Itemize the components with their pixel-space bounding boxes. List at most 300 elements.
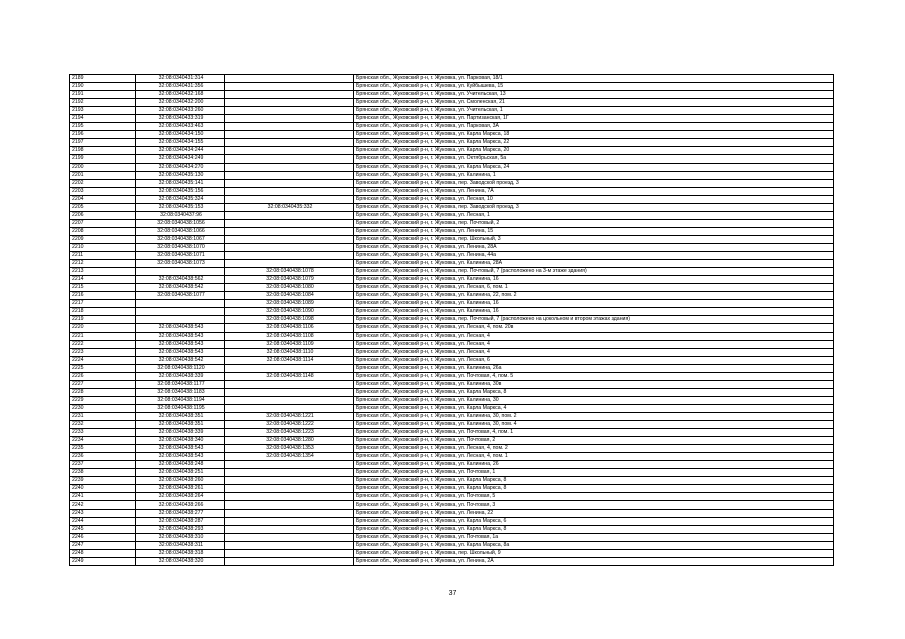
building-cadastral-number-cell: 32:08:0340438:1354 [225, 453, 354, 461]
land-cadastral-number-cell: 32:08:0340438:339 [136, 372, 225, 380]
row-number-cell: 2203 [70, 187, 136, 195]
building-cadastral-number-cell [225, 388, 354, 396]
land-cadastral-number-cell: 32:08:0340438:1071 [136, 252, 225, 260]
table-row [70, 340, 834, 348]
land-cadastral-number-cell: 32:08:0340433:463 [136, 123, 225, 131]
land-cadastral-number-cell: 32:08:0340433:319 [136, 115, 225, 123]
address-cell: Брянская обл., Жуковский р-н, г. Жуковка, пер. Заводской проезд, 3 [354, 179, 834, 187]
address-cell: Брянская обл., Жуковский р-н, г. Жуковка, ул. Калинина, 1 [354, 171, 834, 179]
table-row [70, 493, 834, 501]
table-row [70, 276, 834, 284]
row-number-cell: 2246 [70, 533, 136, 541]
address-cell: Брянская обл., Жуковский р-н, г. Жуковка, ул. Почтовая, 5 [354, 493, 834, 501]
table-row [70, 252, 834, 260]
row-number-cell: 2233 [70, 429, 136, 437]
table-row [70, 388, 834, 396]
row-number-cell: 2205 [70, 203, 136, 211]
address-cell: Брянская обл., Жуковский р-н, г. Жуковка, ул. Лесная, 4 [354, 340, 834, 348]
building-cadastral-number-cell [225, 533, 354, 541]
building-cadastral-number-cell [225, 235, 354, 243]
building-cadastral-number-cell [225, 75, 354, 83]
address-cell: Брянская обл., Жуковский р-н, г. Жуковка, ул. Почтовая, 1а [354, 533, 834, 541]
land-cadastral-number-cell: 32:08:0340438:251 [136, 469, 225, 477]
table-row [70, 404, 834, 412]
row-number-cell: 2235 [70, 445, 136, 453]
address-cell: Брянская обл., Жуковский р-н, г. Жуковка, ул. Карла Маркса, 24 [354, 163, 834, 171]
address-cell: Брянская обл., Жуковский р-н, г. Жуковка, ул. Лесная, 10 [354, 195, 834, 203]
table-row [70, 549, 834, 557]
building-cadastral-number-cell [225, 91, 354, 99]
building-cadastral-number-cell [225, 525, 354, 533]
land-cadastral-number-cell: 32:08:0340438:310 [136, 533, 225, 541]
land-cadastral-number-cell: 32:08:0340438:543 [136, 445, 225, 453]
land-cadastral-number-cell: 32:08:0340434:150 [136, 131, 225, 139]
land-cadastral-number-cell: 32:08:0340432:200 [136, 99, 225, 107]
building-cadastral-number-cell [225, 147, 354, 155]
address-cell: Брянская обл., Жуковский р-н, г. Жуковка, ул. Лесная, 1 [354, 211, 834, 219]
row-number-cell: 2241 [70, 493, 136, 501]
land-cadastral-number-cell: 32:08:0340438:277 [136, 509, 225, 517]
land-cadastral-number-cell: 32:08:0340438:543 [136, 332, 225, 340]
land-cadastral-number-cell: 32:08:0340435:153 [136, 203, 225, 211]
land-cadastral-number-cell: 32:08:0340438:543 [136, 340, 225, 348]
table-row [70, 316, 834, 324]
building-cadastral-number-cell [225, 187, 354, 195]
row-number-cell: 2227 [70, 380, 136, 388]
row-number-cell: 2219 [70, 316, 136, 324]
building-cadastral-number-cell: 32:08:0340438:1079 [225, 276, 354, 284]
table-row [70, 533, 834, 541]
table-row [70, 139, 834, 147]
table-row [70, 332, 834, 340]
building-cadastral-number-cell [225, 243, 354, 251]
land-cadastral-number-cell [136, 268, 225, 276]
building-cadastral-number-cell: 32:08:0340438:1114 [225, 356, 354, 364]
land-cadastral-number-cell: 32:08:0340438:1194 [136, 396, 225, 404]
address-cell: Брянская обл., Жуковский р-н, г. Жуковка, ул. Лесная, 4, пом. 1 [354, 453, 834, 461]
table-row [70, 453, 834, 461]
row-number-cell: 2194 [70, 115, 136, 123]
address-cell: Брянская обл., Жуковский р-н, г. Жуковка, ул. Лесная, 4 [354, 348, 834, 356]
address-cell: Брянская обл., Жуковский р-н, г. Жуковка, пер. Школьный, 3 [354, 235, 834, 243]
address-cell: Брянская обл., Жуковский р-н, г. Жуковка, ул. Октябрьская, 5а [354, 155, 834, 163]
building-cadastral-number-cell [225, 364, 354, 372]
building-cadastral-number-cell: 32:08:0340438:1222 [225, 421, 354, 429]
land-cadastral-number-cell: 32:08:0340435:156 [136, 187, 225, 195]
row-number-cell: 2224 [70, 356, 136, 364]
table-row [70, 131, 834, 139]
row-number-cell: 2237 [70, 461, 136, 469]
table-row [70, 107, 834, 115]
address-cell: Брянская обл., Жуковский р-н, г. Жуковка, ул. Почтовая, 4, пом. 1 [354, 429, 834, 437]
table-row [70, 525, 834, 533]
row-number-cell: 2199 [70, 155, 136, 163]
row-number-cell: 2243 [70, 509, 136, 517]
table-row [70, 469, 834, 477]
land-cadastral-number-cell: 32:08:0340438:351 [136, 412, 225, 420]
row-number-cell: 2216 [70, 292, 136, 300]
land-cadastral-number-cell: 32:08:0340438:351 [136, 421, 225, 429]
page-number: 37 [448, 590, 457, 597]
land-cadastral-number-cell: 32:08:0340438:318 [136, 549, 225, 557]
building-cadastral-number-cell [225, 219, 354, 227]
row-number-cell: 2200 [70, 163, 136, 171]
address-cell: Брянская обл., Жуковский р-н, г. Жуковка, ул. Партизанская, 1Г [354, 115, 834, 123]
building-cadastral-number-cell: 32:08:0340438:1078 [225, 268, 354, 276]
table-row [70, 380, 834, 388]
row-number-cell: 2195 [70, 123, 136, 131]
building-cadastral-number-cell [225, 115, 354, 123]
building-cadastral-number-cell [225, 163, 354, 171]
table-body [70, 75, 834, 566]
table-row [70, 155, 834, 163]
land-cadastral-number-cell: 32:08:0340435:141 [136, 179, 225, 187]
address-cell: Брянская обл., Жуковский р-н, г. Жуковка, ул. Учительская, 13 [354, 91, 834, 99]
row-number-cell: 2229 [70, 396, 136, 404]
row-number-cell: 2236 [70, 453, 136, 461]
building-cadastral-number-cell [225, 380, 354, 388]
table-row [70, 243, 834, 251]
table-row [70, 195, 834, 203]
row-number-cell: 2222 [70, 340, 136, 348]
land-cadastral-number-cell [136, 316, 225, 324]
land-cadastral-number-cell: 32:08:0340438:1183 [136, 388, 225, 396]
table-row [70, 356, 834, 364]
document-sheet [69, 74, 834, 566]
row-number-cell: 2223 [70, 348, 136, 356]
table-row [70, 292, 834, 300]
row-number-cell: 2191 [70, 91, 136, 99]
table-row [70, 485, 834, 493]
address-cell: Брянская обл., Жуковский р-н, г. Жуковка, ул. Карла Маркса, 22 [354, 139, 834, 147]
table-row [70, 517, 834, 525]
building-cadastral-number-cell: 32:08:0340438:1353 [225, 445, 354, 453]
row-number-cell: 2212 [70, 260, 136, 268]
address-cell: Брянская обл., Жуковский р-н, г. Жуковка, ул. Ленина, 28А [354, 243, 834, 251]
building-cadastral-number-cell [225, 541, 354, 549]
building-cadastral-number-cell [225, 477, 354, 485]
table-row [70, 75, 834, 83]
building-cadastral-number-cell: 32:08:0340438:1110 [225, 348, 354, 356]
address-cell: Брянская обл., Жуковский р-н, г. Жуковка, пер. Почтовый, 7 (расположено на 3-м этаже здания) [354, 268, 834, 276]
row-number-cell: 2240 [70, 485, 136, 493]
row-number-cell: 2206 [70, 211, 136, 219]
land-cadastral-number-cell: 32:08:0340438:1077 [136, 292, 225, 300]
table-row [70, 115, 834, 123]
building-cadastral-number-cell [225, 469, 354, 477]
row-number-cell: 2211 [70, 252, 136, 260]
row-number-cell: 2215 [70, 284, 136, 292]
address-cell: Брянская обл., Жуковский р-н, г. Жуковка, пер. Школьный, 9 [354, 549, 834, 557]
address-cell: Брянская обл., Жуковский р-н, г. Жуковка, ул. Ленина, 7А [354, 187, 834, 195]
building-cadastral-number-cell [225, 549, 354, 557]
table-row [70, 284, 834, 292]
address-cell: Брянская обл., Жуковский р-н, г. Жуковка, ул. Лесная, 4, пом. 2 [354, 445, 834, 453]
land-cadastral-number-cell: 32:08:0340434:249 [136, 155, 225, 163]
building-cadastral-number-cell [225, 131, 354, 139]
table-row [70, 372, 834, 380]
address-cell: Брянская обл., Жуковский р-н, г. Жуковка, ул. Ленина, 15 [354, 227, 834, 235]
address-cell: Брянская обл., Жуковский р-н, г. Жуковка, ул. Ленина, 2А [354, 557, 834, 565]
table-row [70, 501, 834, 509]
table-row [70, 348, 834, 356]
land-cadastral-number-cell: 32:08:0340438:293 [136, 525, 225, 533]
building-cadastral-number-cell: 32:08:0340438:1080 [225, 284, 354, 292]
building-cadastral-number-cell [225, 107, 354, 115]
table-row [70, 461, 834, 469]
row-number-cell: 2214 [70, 276, 136, 284]
building-cadastral-number-cell [225, 211, 354, 219]
row-number-cell: 2248 [70, 549, 136, 557]
row-number-cell: 2192 [70, 99, 136, 107]
building-cadastral-number-cell: 32:08:0340438:1280 [225, 437, 354, 445]
table-row [70, 477, 834, 485]
row-number-cell: 2226 [70, 372, 136, 380]
address-cell: Брянская обл., Жуковский р-н, г. Жуковка, пер. Почтовый, 2 [354, 219, 834, 227]
land-cadastral-number-cell: 32:08:0340438:1067 [136, 235, 225, 243]
row-number-cell: 2239 [70, 477, 136, 485]
row-number-cell: 2220 [70, 324, 136, 332]
address-cell: Брянская обл., Жуковский р-н, г. Жуковка, ул. Ленина, 44а [354, 252, 834, 260]
address-cell: Брянская обл., Жуковский р-н, г. Жуковка, ул. Калинина, 22, пом. 2 [354, 292, 834, 300]
building-cadastral-number-cell [225, 171, 354, 179]
row-number-cell: 2228 [70, 388, 136, 396]
address-cell: Брянская обл., Жуковский р-н, г. Жуковка, ул. Почтовая, 2 [354, 437, 834, 445]
table-row [70, 268, 834, 276]
land-cadastral-number-cell: 32:08:0340438:264 [136, 493, 225, 501]
address-cell: Брянская обл., Жуковский р-н, г. Жуковка, ул. Карла Маркса, 8 [354, 525, 834, 533]
address-cell: Брянская обл., Жуковский р-н, г. Жуковка, ул. Почтовая, 3 [354, 501, 834, 509]
land-cadastral-number-cell: 32:08:0340434:244 [136, 147, 225, 155]
address-cell: Брянская обл., Жуковский р-н, г. Жуковка, ул. Лесная, 6, пом. 1 [354, 284, 834, 292]
row-number-cell: 2210 [70, 243, 136, 251]
land-cadastral-number-cell: 32:08:0340438:1195 [136, 404, 225, 412]
table-row [70, 147, 834, 155]
table-row [70, 235, 834, 243]
row-number-cell: 2217 [70, 300, 136, 308]
row-number-cell: 2190 [70, 83, 136, 91]
row-number-cell: 2198 [70, 147, 136, 155]
land-cadastral-number-cell: 32:08:0340434:270 [136, 163, 225, 171]
table-row [70, 179, 834, 187]
land-cadastral-number-cell: 32:08:0340438:562 [136, 276, 225, 284]
address-cell: Брянская обл., Жуковский р-н, г. Жуковка, ул. Куйбышева, 15 [354, 83, 834, 91]
building-cadastral-number-cell [225, 83, 354, 91]
row-number-cell: 2234 [70, 437, 136, 445]
row-number-cell: 2204 [70, 195, 136, 203]
building-cadastral-number-cell [225, 179, 354, 187]
building-cadastral-number-cell: 32:08:0340438:1221 [225, 412, 354, 420]
land-cadastral-number-cell: 32:08:0340438:1120 [136, 364, 225, 372]
building-cadastral-number-cell [225, 509, 354, 517]
row-number-cell: 2218 [70, 308, 136, 316]
row-number-cell: 2221 [70, 332, 136, 340]
address-cell: Брянская обл., Жуковский р-н, г. Жуковка, пер. Почтовый, 7 (расположено на цокольном и втором этажах здания) [354, 316, 834, 324]
land-cadastral-number-cell: 32:08:0340438:311 [136, 541, 225, 549]
address-cell: Брянская обл., Жуковский р-н, г. Жуковка, ул. Калинина, 16 [354, 300, 834, 308]
address-cell: Брянская обл., Жуковский р-н, г. Жуковка, ул. Лесная, 6 [354, 356, 834, 364]
land-cadastral-number-cell: 32:08:0340438:543 [136, 348, 225, 356]
table-row [70, 187, 834, 195]
building-cadastral-number-cell [225, 99, 354, 107]
table-row [70, 123, 834, 131]
row-number-cell: 2197 [70, 139, 136, 147]
address-cell: Брянская обл., Жуковский р-н, г. Жуковка, ул. Почтовая, 1 [354, 469, 834, 477]
building-cadastral-number-cell [225, 260, 354, 268]
table-row [70, 83, 834, 91]
building-cadastral-number-cell [225, 396, 354, 404]
row-number-cell: 2209 [70, 235, 136, 243]
table-row [70, 300, 834, 308]
table-row [70, 203, 834, 211]
address-cell: Брянская обл., Жуковский р-н, г. Жуковка, ул. Парковая, 18/1 [354, 75, 834, 83]
address-cell: Брянская обл., Жуковский р-н, г. Жуковка, ул. Карла Маркса, 4 [354, 404, 834, 412]
address-cell: Брянская обл., Жуковский р-н, г. Жуковка, ул. Калинина, 28А [354, 260, 834, 268]
table-row [70, 421, 834, 429]
row-number-cell: 2245 [70, 525, 136, 533]
land-cadastral-number-cell: 32:08:0340437:96 [136, 211, 225, 219]
land-cadastral-number-cell: 32:08:0340438:248 [136, 461, 225, 469]
row-number-cell: 2232 [70, 421, 136, 429]
land-cadastral-number-cell: 32:08:0340432:168 [136, 91, 225, 99]
row-number-cell: 2189 [70, 75, 136, 83]
building-cadastral-number-cell [225, 461, 354, 469]
table-row [70, 227, 834, 235]
table-row [70, 412, 834, 420]
address-cell: Брянская обл., Жуковский р-н, г. Жуковка, ул. Лесная, 4, пом. 20в [354, 324, 834, 332]
address-cell: Брянская обл., Жуковский р-н, г. Жуковка, ул. Калинина, 26а [354, 364, 834, 372]
building-cadastral-number-cell [225, 227, 354, 235]
building-cadastral-number-cell: 32:08:0340438:1109 [225, 340, 354, 348]
table-row [70, 557, 834, 565]
address-cell: Брянская обл., Жуковский р-н, г. Жуковка, ул. Калинина, 30 [354, 396, 834, 404]
row-number-cell: 2202 [70, 179, 136, 187]
row-number-cell: 2242 [70, 501, 136, 509]
table-row [70, 324, 834, 332]
row-number-cell: 2208 [70, 227, 136, 235]
land-cadastral-number-cell: 32:08:0340433:260 [136, 107, 225, 115]
building-cadastral-number-cell [225, 139, 354, 147]
land-cadastral-number-cell: 32:08:0340435:324 [136, 195, 225, 203]
address-cell: Брянская обл., Жуковский р-н, г. Жуковка, ул. Ленина, 22 [354, 509, 834, 517]
address-cell: Брянская обл., Жуковский р-н, г. Жуковка, ул. Почтовая, 4, пом. 5 [354, 372, 834, 380]
building-cadastral-number-cell: 32:08:0340438:1148 [225, 372, 354, 380]
row-number-cell: 2193 [70, 107, 136, 115]
land-cadastral-number-cell: 32:08:0340431:314 [136, 75, 225, 83]
land-cadastral-number-cell: 32:08:0340438:339 [136, 429, 225, 437]
building-cadastral-number-cell [225, 501, 354, 509]
row-number-cell: 2231 [70, 412, 136, 420]
row-number-cell: 2244 [70, 517, 136, 525]
row-number-cell: 2213 [70, 268, 136, 276]
building-cadastral-number-cell: 32:08:0340438:1108 [225, 332, 354, 340]
table-row [70, 171, 834, 179]
cadastral-registry-table [69, 74, 834, 566]
row-number-cell: 2230 [70, 404, 136, 412]
land-cadastral-number-cell [136, 300, 225, 308]
building-cadastral-number-cell [225, 252, 354, 260]
building-cadastral-number-cell: 32:08:0340438:1089 [225, 300, 354, 308]
row-number-cell: 2196 [70, 131, 136, 139]
building-cadastral-number-cell: 32:08:0340438:1090 [225, 308, 354, 316]
land-cadastral-number-cell: 32:08:0340431:356 [136, 83, 225, 91]
land-cadastral-number-cell: 32:08:0340438:1056 [136, 219, 225, 227]
land-cadastral-number-cell: 32:08:0340438:261 [136, 485, 225, 493]
land-cadastral-number-cell: 32:08:0340438:266 [136, 501, 225, 509]
table-row [70, 308, 834, 316]
building-cadastral-number-cell [225, 493, 354, 501]
land-cadastral-number-cell: 32:08:0340434:155 [136, 139, 225, 147]
building-cadastral-number-cell [225, 557, 354, 565]
building-cadastral-number-cell: 32:08:0340438:1106 [225, 324, 354, 332]
table-row [70, 445, 834, 453]
row-number-cell: 2207 [70, 219, 136, 227]
land-cadastral-number-cell [136, 308, 225, 316]
land-cadastral-number-cell: 32:08:0340438:1070 [136, 243, 225, 251]
address-cell: Брянская обл., Жуковский р-н, г. Жуковка, ул. Карла Маркса, 8 [354, 485, 834, 493]
building-cadastral-number-cell: 32:08:0340438:1084 [225, 292, 354, 300]
table-row [70, 163, 834, 171]
address-cell: Брянская обл., Жуковский р-н, г. Жуковка, ул. Калинина, 16 [354, 308, 834, 316]
table-row [70, 396, 834, 404]
land-cadastral-number-cell: 32:08:0340438:1066 [136, 227, 225, 235]
land-cadastral-number-cell: 32:08:0340438:543 [136, 324, 225, 332]
building-cadastral-number-cell [225, 155, 354, 163]
address-cell: Брянская обл., Жуковский р-н, г. Жуковка, ул. Калинина, 26 [354, 461, 834, 469]
address-cell: Брянская обл., Жуковский р-н, г. Жуковка, ул. Карла Маркса, 18 [354, 131, 834, 139]
table-row [70, 91, 834, 99]
row-number-cell: 2249 [70, 557, 136, 565]
building-cadastral-number-cell: 32:08:0340438:1223 [225, 429, 354, 437]
row-number-cell: 2238 [70, 469, 136, 477]
table-row [70, 541, 834, 549]
building-cadastral-number-cell: 32:08:0340438:1098 [225, 316, 354, 324]
land-cadastral-number-cell: 32:08:0340438:543 [136, 453, 225, 461]
land-cadastral-number-cell: 32:08:0340438:340 [136, 437, 225, 445]
building-cadastral-number-cell [225, 404, 354, 412]
land-cadastral-number-cell: 32:08:0340438:1177 [136, 380, 225, 388]
table-row [70, 211, 834, 219]
row-number-cell: 2201 [70, 171, 136, 179]
row-number-cell: 2247 [70, 541, 136, 549]
table-row [70, 429, 834, 437]
address-cell: Брянская обл., Жуковский р-н, г. Жуковка, ул. Парковая, 3А [354, 123, 834, 131]
building-cadastral-number-cell: 32:08:0340435:332 [225, 203, 354, 211]
land-cadastral-number-cell: 32:08:0340438:260 [136, 477, 225, 485]
table-row [70, 260, 834, 268]
land-cadastral-number-cell: 32:08:0340438:542 [136, 284, 225, 292]
address-cell: Брянская обл., Жуковский р-н, г. Жуковка, ул. Калинина, 16 [354, 276, 834, 284]
table-row [70, 509, 834, 517]
address-cell: Брянская обл., Жуковский р-н, г. Жуковка, ул. Карла Маркса, 6 [354, 517, 834, 525]
land-cadastral-number-cell: 32:08:0340438:1073 [136, 260, 225, 268]
building-cadastral-number-cell [225, 195, 354, 203]
address-cell: Брянская обл., Жуковский р-н, г. Жуковка, ул. Калинина, 30, пом. 4 [354, 421, 834, 429]
land-cadastral-number-cell: 32:08:0340438:542 [136, 356, 225, 364]
land-cadastral-number-cell: 32:08:0340438:320 [136, 557, 225, 565]
land-cadastral-number-cell: 32:08:0340435:130 [136, 171, 225, 179]
address-cell: Брянская обл., Жуковский р-н, г. Жуковка, ул. Карла Маркса, 20 [354, 147, 834, 155]
address-cell: Брянская обл., Жуковский р-н, г. Жуковка, пер. Заводской проезд, 3 [354, 203, 834, 211]
address-cell: Брянская обл., Жуковский р-н, г. Жуковка, ул. Карла Маркса, 8 [354, 477, 834, 485]
table-row [70, 99, 834, 107]
land-cadastral-number-cell: 32:08:0340438:287 [136, 517, 225, 525]
row-number-cell: 2225 [70, 364, 136, 372]
address-cell: Брянская обл., Жуковский р-н, г. Жуковка, ул. Калинина, 30в [354, 380, 834, 388]
building-cadastral-number-cell [225, 517, 354, 525]
address-cell: Брянская обл., Жуковский р-н, г. Жуковка, ул. Карла Маркса, 8а [354, 541, 834, 549]
address-cell: Брянская обл., Жуковский р-н, г. Жуковка, ул. Лесная, 4 [354, 332, 834, 340]
